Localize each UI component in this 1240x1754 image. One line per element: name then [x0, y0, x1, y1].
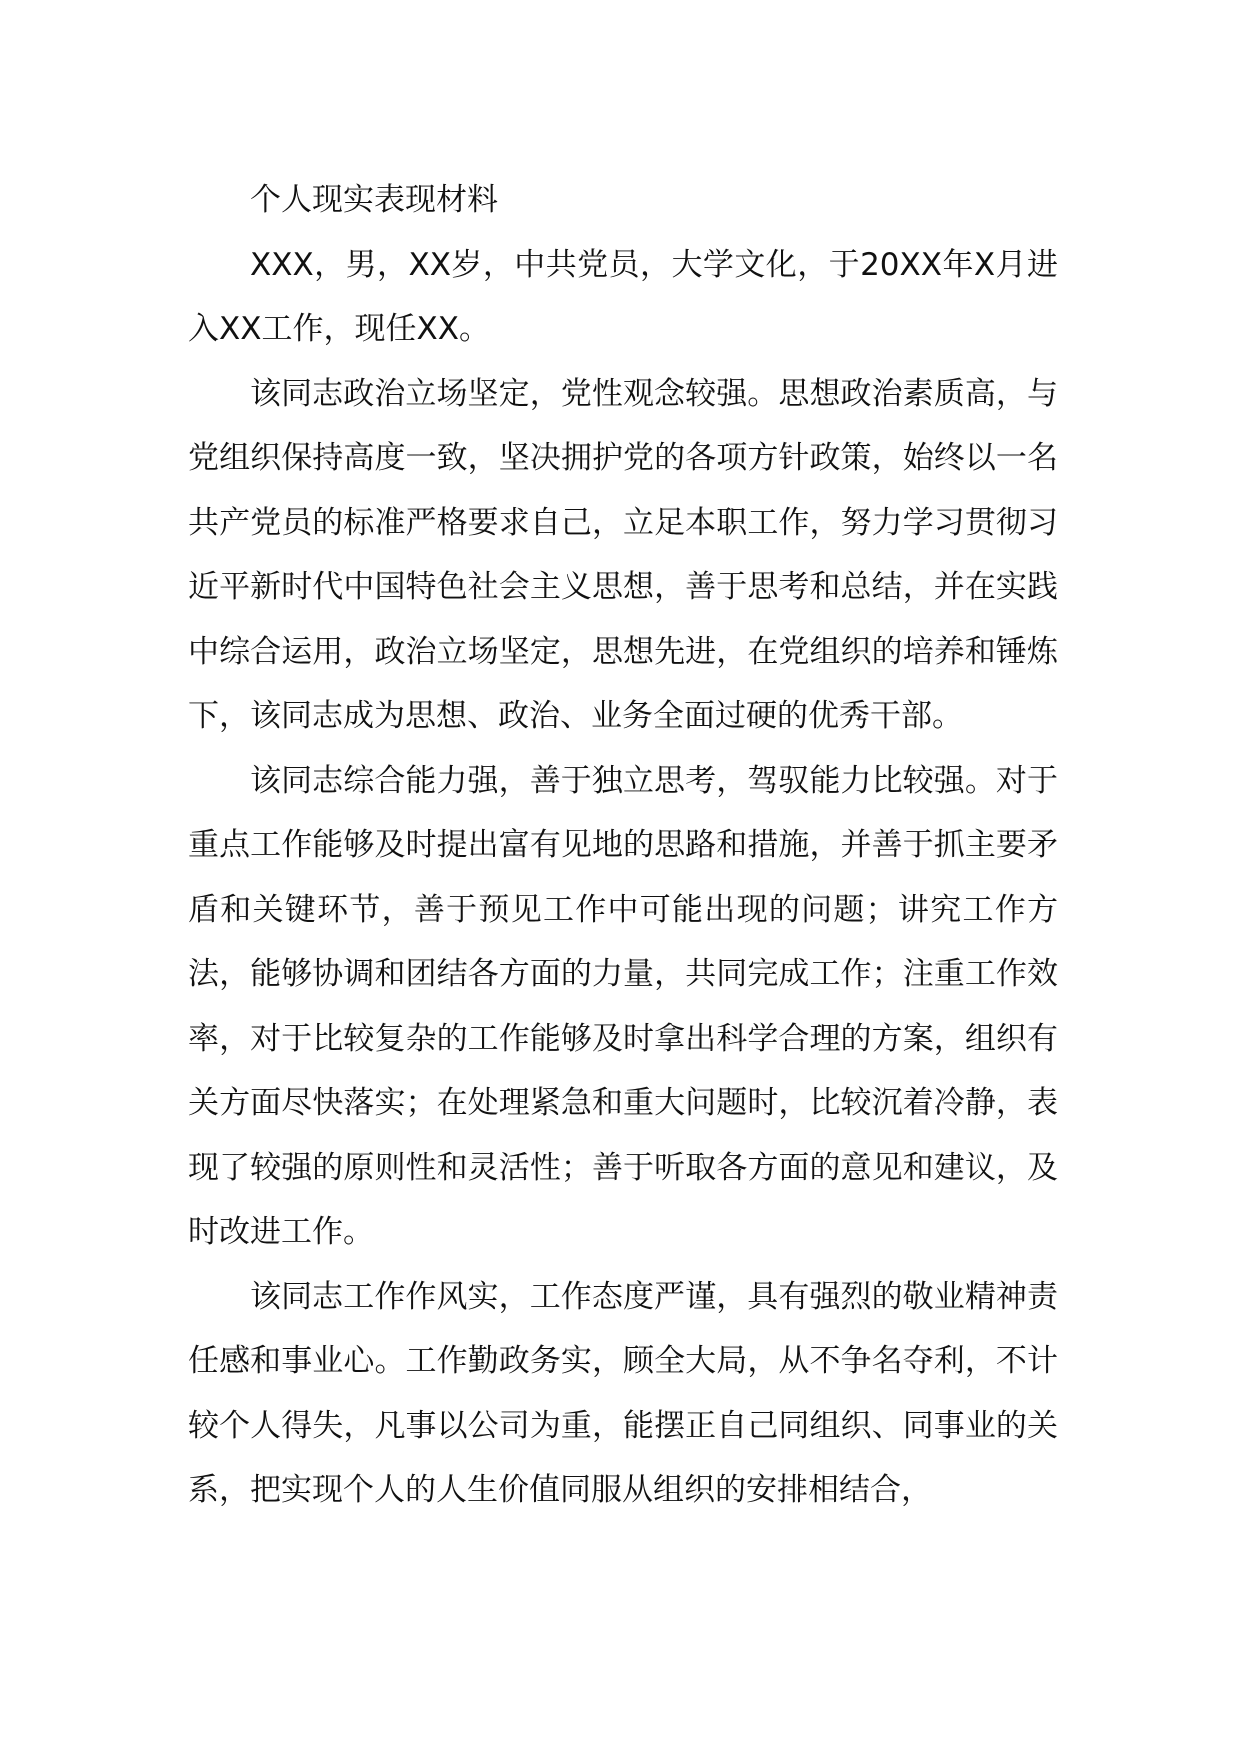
- paragraph-basic-info: XXX，男，XX岁，中共党员，大学文化，于20XX年X月进入XX工作，现任XX。: [188, 246, 1058, 347]
- paragraph-comprehensive-ability: 该同志综合能力强，善于独立思考，驾驭能力比较强。对于重点工作能够及时提出富有见地的思路和措施，并善于抓主要矛盾和关键环节，善于预见工作中可能出现的问题；讲究工作方法，能够协调和团结各方面的力量，共同完成工作；注重工作效率，对于比较复杂的工作能够及时拿出科学合理的方案，组织有关方面尽快落实；在处理紧急和重大问题时，比较沉着冷静，表现了较强的原则性和灵活性；善于听取各方面的意见和建议，及时改进工作。: [188, 762, 1058, 1250]
- document-body: [188, 168, 1058, 1523]
- paragraph-work-style: 该同志工作作风实，工作态度严谨，具有强烈的敬业精神责任感和事业心。工作勤政务实，顾全大局，从不争名夺利，不计较个人得失，凡事以公司为重，能摆正自己同组织、同事业的关系，把实现个人的人生价值同服从组织的安排相结合，: [188, 1278, 1058, 1508]
- document-title: 个人现实表现材料: [250, 182, 498, 218]
- paragraph-political-stance: 该同志政治立场坚定，党性观念较强。思想政治素质高，与党组织保持高度一致，坚决拥护党的各项方针政策，始终以一名共产党员的标准严格要求自己，立足本职工作，努力学习贯彻习近平新时代中国特色社会主义思想，善于思考和总结，并在实践中综合运用，政治立场坚定，思想先进，在党组织的培养和锤炼下，该同志成为思想、政治、业务全面过硬的优秀干部。: [188, 375, 1058, 734]
